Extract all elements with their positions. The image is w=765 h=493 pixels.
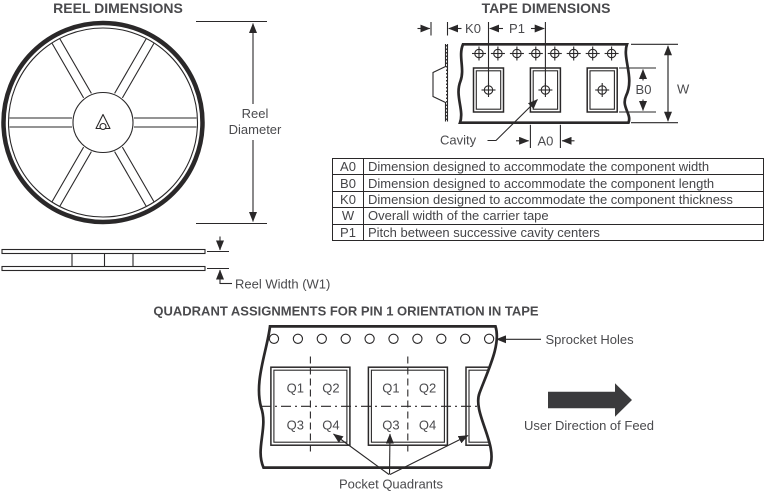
table-row <box>333 208 764 224</box>
sprocket-holes-label: Sprocket Holes <box>545 331 634 347</box>
pocket2-q2: Q2 <box>418 380 437 396</box>
dim-symbol: A0 <box>333 159 364 175</box>
dim-symbol: K0 <box>333 191 364 207</box>
pocket-leader-line <box>390 434 391 475</box>
tape-top-view <box>418 0 691 148</box>
pocket1-q4: Q4 <box>322 417 340 433</box>
table-row <box>333 224 764 240</box>
dim-symbol: B0 <box>333 175 364 191</box>
sprocket-holes-callout <box>497 332 635 347</box>
quadrant-assignment-view <box>153 304 654 492</box>
table-row <box>333 159 764 175</box>
pocket2-q1: Q1 <box>382 380 400 396</box>
feed-direction <box>524 383 654 433</box>
reel-front-view <box>4 0 203 222</box>
pocket-quadrants-label: Pocket Quadrants <box>338 476 444 492</box>
reel-flange-top <box>2 250 205 254</box>
table-row <box>333 191 764 207</box>
reel-diameter-dimension <box>196 22 282 224</box>
cavity-label: Cavity <box>440 132 477 148</box>
reel-diameter-label-line2: Diameter <box>228 122 282 137</box>
dim-description: Overall width of the carrier tape <box>364 208 764 224</box>
pocket1-q1: Q1 <box>286 380 304 396</box>
dim-description: Dimension designed to accommodate the component thickness <box>364 191 764 207</box>
p1-label: P1 <box>509 21 525 36</box>
feed-direction-arrow-icon <box>548 383 632 416</box>
dim-description: Dimension designed to accommodate the component width <box>364 159 764 175</box>
reel-section-title: REEL DIMENSIONS <box>53 0 183 16</box>
hub-key-hole <box>100 124 106 130</box>
dim-description: Pitch between successive cavity centers <box>364 224 764 240</box>
w-label: W <box>677 81 690 97</box>
pocket1-q3: Q3 <box>286 417 304 433</box>
k0-label: K0 <box>465 21 481 36</box>
quadrant-tape <box>259 326 497 467</box>
dim-symbol: P1 <box>333 224 364 240</box>
feed-direction-label: User Direction of Feed <box>523 417 655 433</box>
pocket2-q4: Q4 <box>418 417 437 433</box>
pocket1-q2: Q2 <box>322 380 340 396</box>
tape-side-profile <box>433 44 448 122</box>
pocket2-q3: Q3 <box>382 417 400 433</box>
a0-dimension <box>516 125 575 149</box>
carrier-tape <box>459 44 630 122</box>
reel-side-view <box>2 237 330 292</box>
reel-flange-bottom <box>2 267 205 271</box>
table-row <box>333 175 764 191</box>
dim-description: Dimension designed to accommodate the component length <box>364 175 764 191</box>
b0-label: B0 <box>635 82 652 97</box>
quadrant-section-title: QUADRANT ASSIGNMENTS FOR PIN 1 ORIENTATION IN TAPE <box>153 303 539 319</box>
reel-width-label: Reel Width (W1) <box>235 276 331 292</box>
a0-label: A0 <box>537 133 554 149</box>
dim-symbol: W <box>333 208 364 224</box>
dimension-table <box>332 158 764 241</box>
k0-dimension <box>418 21 481 36</box>
reel-diameter-label-line1: Reel <box>241 106 269 121</box>
tape-section-title: TAPE DIMENSIONS <box>481 0 611 16</box>
